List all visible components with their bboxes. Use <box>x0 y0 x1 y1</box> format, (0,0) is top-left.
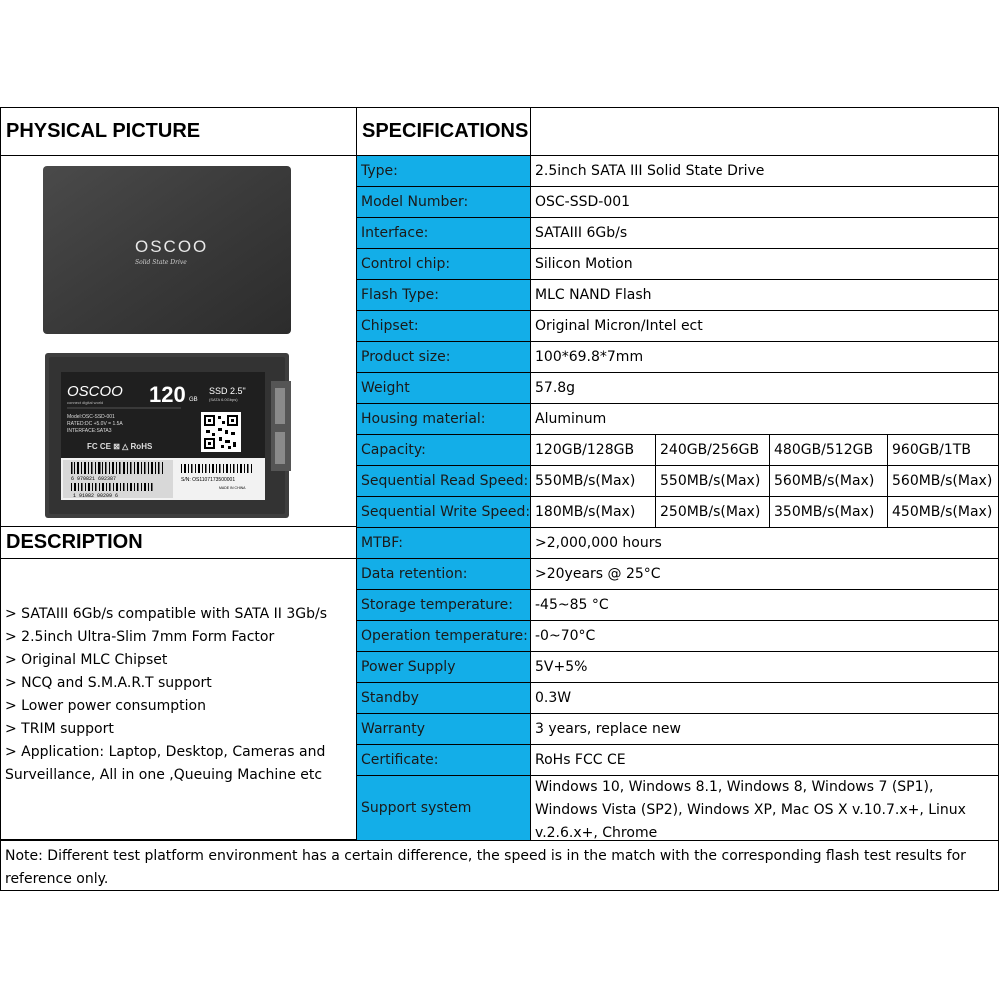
read-speed-label: Sequential Read Speed: <box>356 465 531 497</box>
label-capacity: 120 <box>149 382 186 407</box>
spec-value: SATAIII 6Gb/s <box>530 217 999 249</box>
spec-label: Weight <box>356 372 531 404</box>
write-speed-value: 180MB/s(Max) <box>530 496 656 528</box>
spec-value: RoHs FCC CE <box>530 744 999 776</box>
spec-label: Chipset: <box>356 310 531 342</box>
spec-value: 2.5inch SATA III Solid State Drive <box>530 155 999 187</box>
support-system-label: Support system <box>356 775 531 841</box>
read-speed-value: 560MB/s(Max) <box>769 465 888 497</box>
spec-value: >20years @ 25°C <box>530 558 999 590</box>
spec-label: Interface: <box>356 217 531 249</box>
spec-value: 3 years, replace new <box>530 713 999 745</box>
spec-value: OSC-SSD-001 <box>530 186 999 218</box>
spec-label: Certificate: <box>356 744 531 776</box>
label-capacity-unit: GB <box>189 397 198 403</box>
write-speed-value: 450MB/s(Max) <box>887 496 999 528</box>
description-item: > Lower power consumption <box>5 698 206 714</box>
spec-value: >2,000,000 hours <box>530 527 999 559</box>
barcode-number-2: 1 91082 00209 6 <box>73 493 119 499</box>
spec-value: 0.3W <box>530 682 999 714</box>
capacity-value: 240GB/256GB <box>655 434 770 466</box>
spec-sheet <box>0 107 999 891</box>
description-item: > SATAIII 6Gb/s compatible with SATA II 3Gb/s <box>5 606 328 622</box>
write-speed-value: 350MB/s(Max) <box>769 496 888 528</box>
ssd-label-view <box>45 353 291 518</box>
label-cert-marks: FC CE ⊠ △ RoHS <box>87 442 153 451</box>
spec-value: Original Micron/Intel ect <box>530 310 999 342</box>
spec-label: Housing material: <box>356 403 531 435</box>
description-header: DESCRIPTION <box>0 526 357 559</box>
spec-label: Data retention: <box>356 558 531 590</box>
description-list <box>0 558 357 840</box>
label-rated-line: RATED:DC +5.0V = 1.5A <box>67 421 123 427</box>
spec-label: Control chip: <box>356 248 531 280</box>
description-item: > TRIM support <box>5 721 114 737</box>
footnote: Note: Different test platform environment has a certain difference, the speed is in the match with the corresponding flash test results for reference only. <box>0 840 999 891</box>
capacity-value: 480GB/512GB <box>769 434 888 466</box>
barcode-number: 6 970821 692387 <box>71 476 117 482</box>
label-brand: OSCOO <box>67 383 123 400</box>
spec-label: Warranty <box>356 713 531 745</box>
drive-tagline: Solid State Drive <box>135 259 187 266</box>
specifications-header: SPECIFICATIONS <box>356 107 531 156</box>
read-speed-value: 550MB/s(Max) <box>530 465 656 497</box>
spec-value: MLC NAND Flash <box>530 279 999 311</box>
spec-label: Power Supply <box>356 651 531 683</box>
label-serial: S/N: OS1107173500001 <box>181 477 236 483</box>
support-system-value: Windows 10, Windows 8.1, Windows 8, Windows 7 (SP1), Windows Vista (SP2), Windows XP, Mac OS X v.10.7.x+, Linux v.2.6.x+, Chrome <box>530 775 999 841</box>
spec-value: -0~70°C <box>530 620 999 652</box>
spec-label: Type: <box>356 155 531 187</box>
spec-value: 100*69.8*7mm <box>530 341 999 373</box>
description-item: > Original MLC Chipset <box>5 652 168 668</box>
spec-label: Product size: <box>356 341 531 373</box>
label-sata-note: (SATA 6.0Gbps) <box>209 397 238 402</box>
spec-value: Silicon Motion <box>530 248 999 280</box>
spec-label: Flash Type: <box>356 279 531 311</box>
label-model-line: Model:OSC-SSD-001 <box>67 414 115 420</box>
read-speed-value: 550MB/s(Max) <box>655 465 770 497</box>
spec-value: 57.8g <box>530 372 999 404</box>
physical-picture <box>0 155 357 527</box>
label-brand-sub: connect digital world <box>67 400 104 405</box>
label-made-in: MADE IN CHINA <box>219 486 246 490</box>
qr-code <box>201 412 241 452</box>
physical-picture-header: PHYSICAL PICTURE <box>0 107 357 156</box>
spec-label: Standby <box>356 682 531 714</box>
read-speed-value: 560MB/s(Max) <box>887 465 999 497</box>
ssd-product-image <box>1 156 356 526</box>
write-speed-label: Sequential Write Speed: <box>356 496 531 528</box>
drive-brand: OSCOO <box>135 237 209 256</box>
capacity-label: Capacity: <box>356 434 531 466</box>
spec-label: Operation temperature: <box>356 620 531 652</box>
ssd-top-view <box>43 166 291 334</box>
description-item: > 2.5inch Ultra-Slim 7mm Form Factor <box>5 629 275 645</box>
write-speed-value: 250MB/s(Max) <box>655 496 770 528</box>
spec-value: 5V+5% <box>530 651 999 683</box>
label-interface-line: INTERFACE:SATA3 <box>67 428 112 434</box>
spec-label: Model Number: <box>356 186 531 218</box>
capacity-value: 960GB/1TB <box>887 434 999 466</box>
serial-barcode <box>181 464 252 473</box>
capacity-value: 120GB/128GB <box>530 434 656 466</box>
spec-label: MTBF: <box>356 527 531 559</box>
spec-value: Aluminum <box>530 403 999 435</box>
label-ssd: SSD 2.5" <box>209 386 246 396</box>
description-item: > Application: Laptop, Desktop, Cameras and Surveillance, All in one ,Queuing Machine etc <box>5 744 326 783</box>
spec-label: Storage temperature: <box>356 589 531 621</box>
description-item: > NCQ and S.M.A.R.T support <box>5 675 212 691</box>
spec-value: -45~85 °C <box>530 589 999 621</box>
header-blank-cell <box>530 107 999 156</box>
